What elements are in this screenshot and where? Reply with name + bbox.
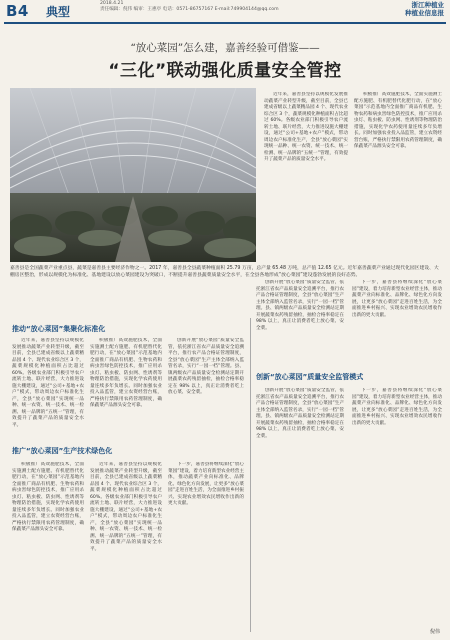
section-label: 典型: [46, 5, 71, 19]
section-code: B4: [6, 2, 29, 20]
article-column-top-far-right: [354, 92, 442, 262]
paragraph: 积极推广高效施肥技术，全面实施测土配方施肥、有机肥替代化肥行动，在“放心菜园”示范基地内全面推广商品有机肥、生物农药和病虫害绿色防控技术，推广应用杀虫灯、粘虫板、防虫网、性诱剂等物理防治措施，实现化学农药使用量连续多年负增长。同时加强农业投入品监管，建立农资经营台账，严格执行禁限用农药管理制度，确保蔬菜产品源头安全可靠。: [354, 92, 442, 149]
section3-column-b: [352, 388, 442, 624]
publisher-line1: 浙江种植业: [411, 1, 444, 9]
section2-heading: 推广“放心菜园”生产技术绿色化: [12, 447, 113, 455]
greenhouse-photo: [10, 88, 256, 262]
edition-editor: 责任编辑：倪伟 编审：王惠亭 电话：0571-86757167 E-mail:749904144@qq.com: [100, 7, 279, 12]
article-column-top-right: [264, 92, 348, 262]
paragraph: 创新开展“放心菜园”质量安全监管，依托浙江省农产品质量安全追溯平台，推行农产品合格证管理制度，全县“放心菜园”生产主体全部纳入监管名录，实行“一园一档”管理。县、镇两级农产品质量安全检测站定期开展蔬菜农药残留抽检，抽检合格率稳定在 98% 以上，真正让消费者吃上放心菜、安全菜。: [256, 388, 344, 439]
photo-caption: 嘉善县是全国蔬菜产业重点县，蔬菜是嘉善县主要经济作物之一。2017 年，嘉善县全县蔬菜种植面积 25.79 万亩，总产量 65.48 万吨，总产值 12.65 亿元。近年嘉善蔬菜产业通过现代化园区建设、大棚房区整治，形成以规模化为标准化、基地建设以放心菜园建设为突破口，不断提升嘉善县蔬菜质量安全水平，在全县各地形成“放心菜园”建设蓬勃发展的良好态势。: [10, 266, 439, 278]
article-author: 倪伟: [429, 629, 440, 635]
section3-heading: 创新“放心菜园”质量安全监管模式: [256, 373, 364, 381]
paragraph: 下一步，嘉善县将继续深化“放心菜园”建设，着力培育新型农业经营主体，推动蔬菜产业向标准化、品牌化、绿色化方向发展，让更多“放心菜园”走进百姓生活，为全面推进乡村振兴、实现农业增效农民增收作出新的更大贡献。: [352, 388, 442, 426]
publisher-line2: 种植业信息报: [405, 9, 444, 17]
section2-column-b: [90, 462, 162, 632]
publisher: [405, 1, 444, 17]
page-header: [0, 0, 450, 22]
section2-column-c: [168, 462, 244, 632]
paragraph: 下一步，嘉善县将继续深化“放心菜园”建设，着力培育新型农业经营主体，推动蔬菜产业向标准化、品牌化、绿色化方向发展，让更多“放心菜园”走进百姓生活，为全面推进乡村振兴、实现农业增效农民增收作出新的更大贡献。: [352, 280, 442, 318]
section3-column-a: [256, 388, 344, 624]
paragraph: 近年来，嘉善县坚持以规模化发展推动蔬菜产业转型升级，截至目前，全县已建成省级以上蔬菜精品园 4 个、现代农业综合区 3 个，蔬菜规模化种植面积占比超过 60%。各级农业部门积极引导农户流转土地、联片经营，大力推进设施大棚建设，通过“公司+基地+农户”模式，带动周边农户标准化生产，全县“放心菜园”实现统一品种、统一农资、统一技术、统一检测、统一品牌的“五统一”管理，有效提升了蔬菜产品的质量安全水平。: [12, 338, 84, 428]
greenhouse-illustration: [10, 88, 256, 262]
section1-column-a: [12, 338, 84, 438]
paragraph: 近年来，嘉善县坚持以规模化发展推动蔬菜产业转型升级，截至目前，全县已建成省级以上蔬菜精品园 4 个、现代农业综合区 3 个，蔬菜规模化种植面积占比超过 60%。各级农业部门积极引导农户流转土地、联片经营，大力推进设施大棚建设，通过“公司+基地+农户”模式，带动周边农户标准化生产，全县“放心菜园”实现统一品种、统一农资、统一技术、统一检测、统一品牌的“五统一”管理，有效提升了蔬菜产品的质量安全水平。: [90, 462, 162, 552]
section1-heading: 推动“放心菜园”集聚化标准化: [12, 325, 106, 333]
paragraph: 创新开展“放心菜园”质量安全监管，依托浙江省农产品质量安全追溯平台，推行农产品合格证管理制度，全县“放心菜园”生产主体全部纳入监管名录，实行“一园一档”管理。县、镇两级农产品质量安全检测站定期开展蔬菜农药残留抽检，抽检合格率稳定在 98% 以上，真正让消费者吃上放心菜、安全菜。: [168, 338, 244, 395]
header-rule: [4, 22, 446, 24]
right-column-a: [256, 280, 344, 360]
edition-meta: [100, 1, 279, 13]
paragraph: 积极推广高效施肥技术，全面实施测土配方施肥、有机肥替代化肥行动，在“放心菜园”示范基地内全面推广商品有机肥、生物农药和病虫害绿色防控技术，推广应用杀虫灯、粘虫板、防虫网、性诱剂等物理防治措施，实现化学农药使用量连续多年负增长。同时加强农业投入品监管，建立农资经营台账，严格执行禁限用农药管理制度，确保蔬菜产品源头安全可靠。: [12, 462, 84, 532]
section1-column-c: [168, 338, 244, 438]
article-subtitle: “放心菜园”怎么建，嘉善经验可借鉴——: [130, 42, 320, 54]
article-headline: “三化”联动强化质量安全管控: [108, 61, 342, 81]
paragraph: 下一步，嘉善县将继续深化“放心菜园”建设，着力培育新型农业经营主体，推动蔬菜产业向标准化、品牌化、绿色化方向发展，让更多“放心菜园”走进百姓生活，为全面推进乡村振兴、实现农业增效农民增收作出新的更大贡献。: [168, 462, 244, 506]
column-divider: [250, 318, 251, 632]
paragraph: 创新开展“放心菜园”质量安全监管，依托浙江省农产品质量安全追溯平台，推行农产品合格证管理制度，全县“放心菜园”生产主体全部纳入监管名录，实行“一园一档”管理。县、镇两级农产品质量安全检测站定期开展蔬菜农药残留抽检，抽检合格率稳定在 98% 以上，真正让消费者吃上放心菜、安全菜。: [256, 280, 344, 331]
paragraph: 近年来，嘉善县坚持以规模化发展推动蔬菜产业转型升级，截至目前，全县已建成省级以上蔬菜精品园 4 个、现代农业综合区 3 个，蔬菜规模化种植面积占比超过 60%。各级农业部门积极引导农户流转土地、联片经营，大力推进设施大棚建设，通过“公司+基地+农户”模式，带动周边农户标准化生产，全县“放心菜园”实现统一品种、统一农资、统一技术、统一检测、统一品牌的“五统一”管理，有效提升了蔬菜产品的质量安全水平。: [264, 92, 348, 162]
section2-column-a: [12, 462, 84, 632]
right-column-b: [352, 280, 442, 360]
edition-date: 2018.4.21: [100, 1, 124, 6]
paragraph: 积极推广高效施肥技术，全面实施测土配方施肥、有机肥替代化肥行动，在“放心菜园”示范基地内全面推广商品有机肥、生物农药和病虫害绿色防控技术，推广应用杀虫灯、粘虫板、防虫网、性诱剂等物理防治措施，实现化学农药使用量连续多年负增长。同时加强农业投入品监管，建立农资经营台账，严格执行禁限用农药管理制度，确保蔬菜产品源头安全可靠。: [90, 338, 162, 408]
section1-column-b: [90, 338, 162, 438]
